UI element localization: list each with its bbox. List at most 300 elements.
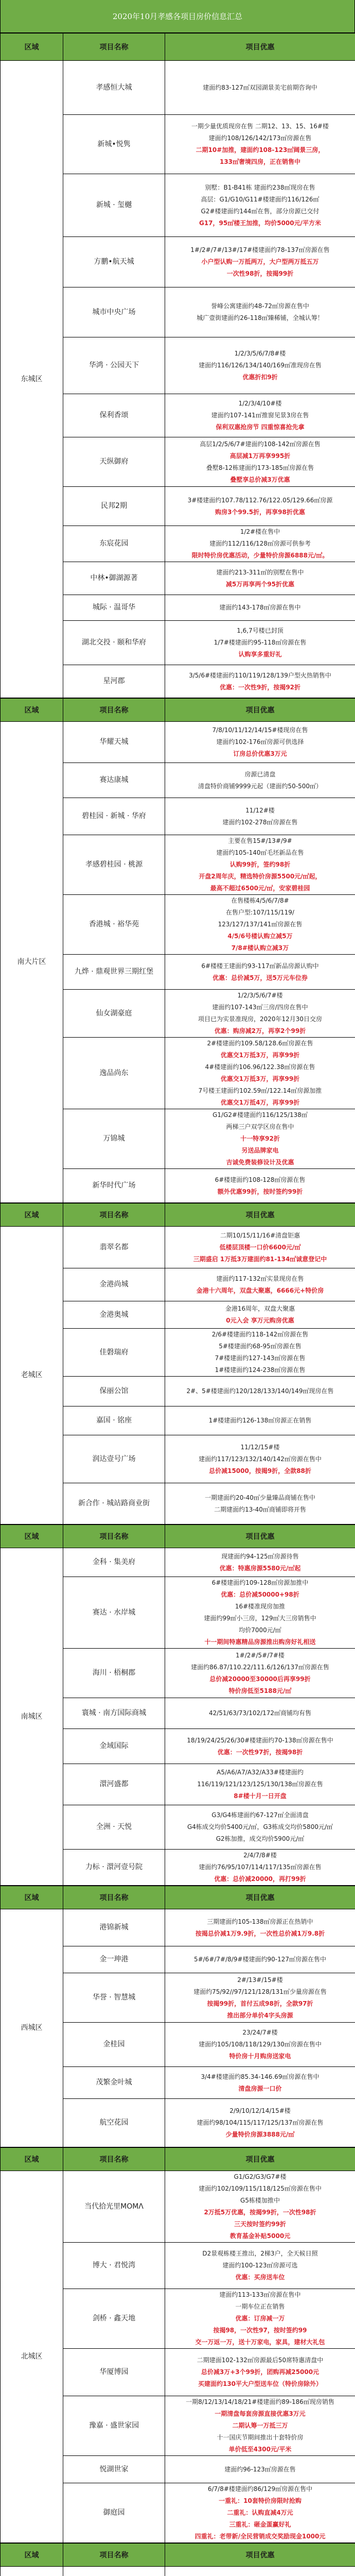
offer-highlight-line: 购房3个99.5折，再享98折优惠 xyxy=(167,506,353,518)
project-offer-cell xyxy=(165,526,355,562)
offer-line: 1#楼建面约124-238㎡房源在售 xyxy=(167,1364,353,1376)
project-offer-cell xyxy=(165,990,355,1038)
offer-line: 6#楼建面约109-128㎡房源加推中 xyxy=(167,1577,353,1589)
region-table xyxy=(0,1886,355,2147)
project-name-cell: 新城 · 玺樾 xyxy=(63,174,165,237)
offer-line: 两梯三户双学区房在售中 xyxy=(167,1121,353,1133)
table-row xyxy=(1,722,355,763)
region-cell xyxy=(1,2567,63,2576)
project-name-cell: 赛达康城 xyxy=(63,763,165,798)
offer-highlight-line: 优惠交1万抵4万，再享99折 xyxy=(167,1097,353,1109)
region-cell: 东城区 xyxy=(1,61,63,698)
offer-highlight-line: 一次性98折，按揭99折 xyxy=(167,268,353,280)
offer-line: G4栋成交均价5400元/㎡，G3栋成交均价5800元/㎡ xyxy=(167,1821,353,1833)
project-name-cell: 孝感碧桂园 · 桃源 xyxy=(63,835,165,895)
project-offer-cell xyxy=(165,2289,355,2349)
project-name-cell: 全洲 · 天悦 xyxy=(63,1805,165,1850)
offer-line: 项目已为实景准现房，2020年12月30日交房 xyxy=(167,1013,353,1025)
offer-line: 建面约102-176㎡房源可供选择 xyxy=(167,736,353,748)
offer-line: 高层：G1/G10/G11#楼建面约116/126㎡ xyxy=(167,194,353,206)
offer-line: 7/8/10/11/12/14/15#楼现房在售 xyxy=(167,724,353,736)
offer-line: 在售楼栋4/5/6/7/8# xyxy=(167,895,353,907)
header-project-name: 项目名称 xyxy=(63,1204,165,1227)
project-name-cell: 翡翠名都 xyxy=(63,1227,165,1268)
offer-line: 现建面约94-125㎡房源待售 xyxy=(167,1551,353,1563)
project-offer-cell xyxy=(165,2456,355,2483)
offer-highlight-line: 少量特价房源3888元/㎡ xyxy=(167,2129,353,2141)
header-project-name: 项目名称 xyxy=(63,2148,165,2171)
project-name-cell: 逸品尚东 xyxy=(63,1038,165,1109)
offer-highlight-line: 总价减15000，按揭9折，全款88折 xyxy=(167,1465,353,1477)
project-name-cell xyxy=(63,2567,165,2576)
offer-highlight-line: 优惠：购房减2万，再享2个99折 xyxy=(167,1025,353,1037)
column-header-row xyxy=(1,1525,355,1548)
column-header-row xyxy=(1,2544,355,2567)
project-offer-cell xyxy=(165,798,355,835)
project-name-cell: 博大 · 君悦湾 xyxy=(63,2243,165,2289)
offer-line: 清盘特价商铺9999元起（建面约50-500㎡） xyxy=(167,781,353,792)
project-offer-cell xyxy=(165,487,355,526)
offer-line: G3/G4栋建面约67-127㎡全面清盘 xyxy=(167,1809,353,1821)
offer-highlight-line: 限时特价房优惠活动，少量特价房源6888元/㎡。 xyxy=(167,550,353,562)
project-offer-cell xyxy=(165,1435,355,1483)
project-offer-cell xyxy=(165,1577,355,1649)
offer-line: 2/4/7/8#楼 xyxy=(167,1850,353,1861)
project-offer-cell xyxy=(165,2067,355,2099)
offer-line: 高层1/2/5/6/7#建面约108-142㎡房源在售 xyxy=(167,438,353,450)
project-offer-cell xyxy=(165,237,355,287)
project-offer-cell xyxy=(165,174,355,237)
header-region: 区域 xyxy=(1,1525,63,1548)
offer-line: 1/2/3/4/10#楼 xyxy=(167,398,353,410)
project-offer-cell xyxy=(165,1483,355,1524)
project-name-cell: 香港城 · 裕华苑 xyxy=(63,895,165,955)
project-name-cell: 城际 · 温哥华 xyxy=(63,595,165,621)
offer-highlight-line: 8#楼十月一日开盘 xyxy=(167,1790,353,1802)
offer-line: 建面约83-127㎡双园湖景美宅前期咨询中 xyxy=(167,82,353,94)
region-tables xyxy=(1,33,355,2576)
header-project-name: 项目名称 xyxy=(63,699,165,722)
offer-line: 一期车位正在销售 xyxy=(167,2301,353,2313)
header-region: 区域 xyxy=(1,33,63,61)
offer-line: 誉峰公寓建面约48-72㎡房源在售中 xyxy=(167,300,353,312)
project-name-cell: 力标 · 澴河壹号院 xyxy=(63,1850,165,1886)
column-header-row xyxy=(1,699,355,722)
table-row xyxy=(1,61,355,115)
offer-highlight-line: 十一特享92折 xyxy=(167,1133,353,1145)
offer-highlight-line: 单价低至4300元/平米 xyxy=(167,2444,353,2455)
offer-line: 一期建面约20-40㎡少量臻品商铺在售中 xyxy=(167,1492,353,1504)
offer-highlight-line: 清盘房源一口价 xyxy=(167,2083,353,2095)
header-offer: 项目优惠 xyxy=(165,1204,355,1227)
project-name-cell: 寰城 · 南方国际商城 xyxy=(63,1698,165,1729)
offer-line: 二期建面102-132㎡房源最后50席特惠清盘中 xyxy=(167,2354,353,2366)
project-offer-cell xyxy=(165,115,355,174)
offer-highlight-line: 保利双惠抢房节 四重惊喜抢先拿 xyxy=(167,421,353,433)
project-name-cell: 当代拾光里MOMΛ xyxy=(63,2171,165,2243)
offer-highlight-line: 推出部分单价4字头房源 xyxy=(167,2010,353,2022)
offer-highlight-line: 2万抵5万优惠，按揭99折，一次性98折 xyxy=(167,2207,353,2218)
table-row xyxy=(1,1909,355,1946)
table-row xyxy=(1,2171,355,2243)
project-offer-cell xyxy=(165,1764,355,1805)
project-name-cell: 金域国际 xyxy=(63,1729,165,1764)
project-offer-cell xyxy=(165,1973,355,2023)
project-offer-cell xyxy=(165,394,355,437)
offer-highlight-line: 十一期间特惠精品房源推出购房好礼相送 xyxy=(167,1636,353,1648)
sheet-title: 2020年10月孝感各项目房价信息汇总 xyxy=(1,0,355,33)
offer-line: 建面约117/123/132/140/142㎡房源在售中 xyxy=(167,1453,353,1465)
offer-line: 6#楼建面约108-128㎡房源在售 xyxy=(167,1174,353,1186)
offer-line: 主要在售15#/13#/9# xyxy=(167,835,353,847)
offer-line: 建面约98/104/115/117/125/137㎡房源在售 xyxy=(167,2117,353,2129)
project-offer-cell xyxy=(165,1850,355,1886)
offer-line: 18/19/24/25/26/30#楼建面约70-138㎡房源在售中 xyxy=(167,1735,353,1747)
offer-line: 16#楼准现房加推 xyxy=(167,1601,353,1613)
offer-highlight-line: 吉诚免费装修设计及优惠 xyxy=(167,1157,353,1168)
offer-line: 2#/13#/15#楼 xyxy=(167,1974,353,1986)
offer-line: G2#楼建面约144㎡在售，部分房源已交付 xyxy=(167,206,353,217)
offer-line: 11/12#楼 xyxy=(167,805,353,817)
offer-line: 3/5/6#楼建面约110/119/128/139户型火热销售中 xyxy=(167,670,353,682)
header-project-name: 项目名称 xyxy=(63,1525,165,1548)
offer-highlight-line: 额外优惠99折，按时签约99折 xyxy=(167,1186,353,1198)
header-project-name: 项目名称 xyxy=(63,33,165,61)
project-name-cell: 新华时代广场 xyxy=(63,1169,165,1203)
offer-line: 1#/2#/5#/7#楼 xyxy=(167,1650,353,1662)
project-offer-cell xyxy=(165,2483,355,2543)
offer-line: 23/24/7#楼 xyxy=(167,2027,353,2039)
offer-line: 1/7#楼建面约95-118㎡房源在售 xyxy=(167,637,353,649)
project-name-cell: 方鹏•航天城 xyxy=(63,237,165,287)
region-table xyxy=(0,2147,355,2543)
project-name-cell: 新城•悦隽 xyxy=(63,115,165,174)
project-name-cell: 湖北交投 · 颐和华府 xyxy=(63,621,165,665)
offer-highlight-line: 按揭99折，首付五成98折，全款97折 xyxy=(167,1998,353,2010)
offer-highlight-line: 特价房低至5188元/㎡ xyxy=(167,1685,353,1697)
offer-line: 建面约113-133㎡房源在售中 xyxy=(167,2289,353,2301)
offer-highlight-line: 交一万返一万，送十万家电，家具，建材大礼包 xyxy=(167,2336,353,2348)
offer-line: 1#楼建面约126-138㎡房源正在销售 xyxy=(167,1415,353,1427)
offer-line: 二期建面约13-40㎡商铺即将开售 xyxy=(167,1504,353,1516)
offer-highlight-line: 减5万再享两个95折优惠 xyxy=(167,579,353,590)
offer-line: 5#楼建面约68-95㎡房源在售 xyxy=(167,1341,353,1352)
offer-highlight-line: 优惠：一次性97折，按揭98折 xyxy=(167,1747,353,1758)
offer-highlight-line: 金港十六周年，双盘大聚惠，6666元+特价房 xyxy=(167,1285,353,1297)
offer-line: 7#楼建面约127-143㎡房源在售 xyxy=(167,1352,353,1364)
offer-highlight-line: 三重礼：砸金蛋赢好礼 xyxy=(167,2519,353,2531)
offer-line: D2景观栋楼王推出，2梯3户，全天候日照 xyxy=(167,2248,353,2260)
offer-line: 6/7/8#楼建面约86/129㎡房源在售中 xyxy=(167,2483,353,2495)
project-offer-cell xyxy=(165,1301,355,1329)
region-cell: 南城区 xyxy=(1,1548,63,1886)
project-offer-cell xyxy=(165,1698,355,1729)
project-name-cell: 华厦博园 xyxy=(63,2349,165,2396)
offer-line: 叠墅8-12栋建面约173-185㎡房源在售 xyxy=(167,462,353,474)
region-table xyxy=(0,2543,355,2576)
offer-line: 建面约86.87/110.22/111.6/126/137㎡房源在售 xyxy=(167,1662,353,1673)
project-name-cell: 天纵御府 xyxy=(63,437,165,487)
offer-line: 建面约112/116/128㎡房源可供参考 xyxy=(167,538,353,550)
offer-line: 二期10/15/11/16#清盘钜惠 xyxy=(167,1230,353,1242)
offer-highlight-line: 三期盛启 1万抵3万建面约81-134㎡诚意登记中 xyxy=(167,1253,353,1265)
offer-highlight-line: 一重礼：10套特价房限时抢购 xyxy=(167,2495,353,2507)
project-name-cell: 碧桂园 · 新城 · 华府 xyxy=(63,798,165,835)
project-name-cell: 新合作 · 城站路商业街 xyxy=(63,1483,165,1524)
offer-highlight-line: 7/8#楼认购立减3万 xyxy=(167,942,353,954)
project-name-cell: 港锦新城 xyxy=(63,1909,165,1946)
offer-line: 建面约105/108/118/129/130㎡房源在售中 xyxy=(167,2039,353,2050)
project-name-cell: 茂繁金叶城 xyxy=(63,2067,165,2099)
project-offer-cell xyxy=(165,665,355,698)
project-offer-cell xyxy=(165,763,355,798)
offer-line: 3#楼建面约107.78/112.76/122.05/129.66㎡房源 xyxy=(167,495,353,506)
offer-line: 建面约102-278㎡房源在售 xyxy=(167,817,353,828)
region-cell: 北城区 xyxy=(1,2171,63,2543)
header-offer: 项目优惠 xyxy=(165,1886,355,1909)
offer-highlight-line: 认购99折，签约98折 xyxy=(167,859,353,871)
region-table xyxy=(0,698,355,1203)
offer-line: 4#楼建面约106.96/122.38㎡房源在售 xyxy=(167,1061,353,1073)
project-name-cell: 保丽公馆 xyxy=(63,1377,165,1406)
project-offer-cell xyxy=(165,1729,355,1764)
offer-line: 1/2/3/5/6/7#楼 xyxy=(167,990,353,1002)
offer-line: 123/127/137/141㎡房源在售 xyxy=(167,919,353,930)
offer-line: 6#楼楼王建面约93-117㎡新品房源认购中 xyxy=(167,960,353,972)
project-name-cell: 万锦城 xyxy=(63,1109,165,1169)
offer-highlight-line: 买建面约130平大户型送车位（特价房除外） xyxy=(167,2378,353,2390)
header-region: 区域 xyxy=(1,699,63,722)
project-name-cell: 城市中央广场 xyxy=(63,287,165,337)
project-offer-cell xyxy=(165,621,355,665)
offer-highlight-line: 一期清盘每套房源直接优惠3万元 xyxy=(167,2408,353,2420)
project-offer-cell xyxy=(165,1548,355,1577)
offer-highlight-line: 优惠：总价减20000，再打99折 xyxy=(167,1873,353,1885)
offer-line: 建面约107-141㎡推窗见景3房在售 xyxy=(167,410,353,421)
offer-line: 城广壹街建面约26-118㎡臻稀铺，全城认筹！ xyxy=(167,312,353,324)
offer-highlight-line: 四重礼：老带新/全民营销成交奖励现金1000元 xyxy=(167,2531,353,2543)
project-name-cell: 华耀天城 xyxy=(63,722,165,763)
offer-line: 建面约76/95/107/114/117/135㎡房源在售 xyxy=(167,1861,353,1873)
offer-highlight-line: 三天按时签约99折 xyxy=(167,2218,353,2230)
project-name-cell: 赛达 · 水岸城 xyxy=(63,1577,165,1649)
project-name-cell: 金一珅港 xyxy=(63,1946,165,1973)
project-offer-cell xyxy=(165,337,355,394)
project-offer-cell xyxy=(165,1406,355,1435)
offer-line: 建面约117-132㎡实景现房在售 xyxy=(167,1273,353,1285)
region-cell: 老城区 xyxy=(1,1227,63,1524)
column-header-row xyxy=(1,1204,355,1227)
project-offer-cell xyxy=(165,1038,355,1109)
project-name-cell: 豫嘉 · 盛世家园 xyxy=(63,2396,165,2456)
header-offer: 项目优惠 xyxy=(165,1525,355,1548)
offer-highlight-line: 按揭总价减1万9.9折，一次性总价减1万9.8折 xyxy=(167,1928,353,1940)
project-name-cell: 星河郡 xyxy=(63,665,165,698)
offer-line: 2#楼建面约109.58/128.6㎡房源在售 xyxy=(167,1038,353,1049)
project-offer-cell xyxy=(165,1909,355,1946)
offer-line: 2/9/10/12/14/15#楼 xyxy=(167,2105,353,2117)
offer-highlight-line: 优惠折扣9折 xyxy=(167,371,353,383)
offer-line: 1/2#楼在售中 xyxy=(167,526,353,538)
offer-highlight-line: 认购享多重好礼 xyxy=(167,649,353,660)
offer-highlight-line: 按揭98，一次性97，按时签约99 xyxy=(167,2325,353,2336)
project-name-cell: 民邦2期 xyxy=(63,487,165,526)
column-header-row xyxy=(1,2148,355,2171)
project-name-cell: 金桂园 xyxy=(63,2023,165,2067)
offer-highlight-line: 低楼层顶楼一口价6600元/㎡ xyxy=(167,1242,353,1253)
offer-line: G1/G2#楼建面约116/125/138㎡ xyxy=(167,1109,353,1121)
offer-line: 十一国庆节期间推出十套特价房 xyxy=(167,2432,353,2444)
project-offer-cell xyxy=(165,1329,355,1377)
offer-line: 建面约116/126/134/140/169㎡准现房在售 xyxy=(167,360,353,371)
region-cell: 南大片区 xyxy=(1,722,63,1203)
project-offer-cell xyxy=(165,2349,355,2396)
project-name-cell: 东宸花园 xyxy=(63,526,165,562)
offer-highlight-line: 开盘2周年庆，精选特价房源5500元/㎡起， xyxy=(167,871,353,883)
offer-line: 3/4#楼建面约85.34-146.69㎡房源在售中 xyxy=(167,2071,353,2083)
offer-highlight-line: 优惠：买房送车位 xyxy=(167,2272,353,2283)
offer-highlight-line: 优惠：特惠房源5580元/㎡起 xyxy=(167,1563,353,1574)
project-name-cell: 中林•御湖源著 xyxy=(63,562,165,595)
project-name-cell: 海川 · 梧桐郡 xyxy=(63,1649,165,1698)
offer-highlight-line: 总价减3万+3个99折，团购再减25000元 xyxy=(167,2366,353,2378)
table-row xyxy=(1,1227,355,1268)
project-name-cell: 华鸿 · 公园天下 xyxy=(63,337,165,394)
offer-line: 建面约100-123㎡房源可选 xyxy=(167,2260,353,2272)
offer-line: 7号楼王建面约102.59㎡/122.14㎡房源加推 xyxy=(167,1085,353,1097)
project-offer-cell xyxy=(165,1946,355,1973)
project-offer-cell xyxy=(165,2567,355,2576)
project-offer-cell xyxy=(165,1649,355,1698)
header-region: 区域 xyxy=(1,2544,63,2567)
offer-highlight-line: 二重礼：认购直减4万元 xyxy=(167,2507,353,2519)
offer-highlight-line: 教育基金补贴5000元 xyxy=(167,2230,353,2242)
project-offer-cell xyxy=(165,1109,355,1169)
region-table xyxy=(0,33,355,698)
project-offer-cell xyxy=(165,2099,355,2147)
column-header-row xyxy=(1,1886,355,1909)
project-offer-cell xyxy=(165,2171,355,2243)
column-header-row xyxy=(1,33,355,61)
offer-line: G1/G2/G3/G7#楼 xyxy=(167,2171,353,2183)
project-offer-cell xyxy=(165,287,355,337)
offer-highlight-line: 特价房十月购房送家电 xyxy=(167,2050,353,2062)
project-name-cell: 佳磐瑞府 xyxy=(63,1329,165,1377)
project-name-cell: 保利香颂 xyxy=(63,394,165,437)
project-offer-cell xyxy=(165,562,355,595)
project-name-cell: 剑桥 · 鑫天地 xyxy=(63,2289,165,2349)
offer-highlight-line: 总价减20000至30000后再享99折 xyxy=(167,1673,353,1685)
offer-line: G2栋加推，成交均价5900元/㎡ xyxy=(167,1833,353,1845)
offer-highlight-line: 小户型认购一万抵两万，大户型两万抵五万 xyxy=(167,256,353,268)
header-project-name: 项目名称 xyxy=(63,2544,165,2567)
project-name-cell: 润达壹号广场 xyxy=(63,1435,165,1483)
offer-line: 建面约96-123㎡房源在售 xyxy=(167,2464,353,2476)
header-region: 区域 xyxy=(1,1886,63,1909)
offer-line: 116/119/121/123/125/130/138㎡房源在售 xyxy=(167,1778,353,1790)
project-offer-cell xyxy=(165,2396,355,2456)
project-name-cell: 悦湖世家 xyxy=(63,2456,165,2483)
project-offer-cell xyxy=(165,955,355,990)
project-name-cell: 金科 · 集美府 xyxy=(63,1548,165,1577)
offer-highlight-line: 4/5/6号楼认购立减5万 xyxy=(167,930,353,942)
project-offer-cell xyxy=(165,2243,355,2289)
offer-line: 建面约75/92//97/121/128/131㎡少量房源在售 xyxy=(167,1986,353,1998)
offer-highlight-line: 高层减1万再享995折 xyxy=(167,450,353,462)
project-offer-cell xyxy=(165,1805,355,1850)
project-offer-cell xyxy=(165,1227,355,1268)
offer-line: 房源已清盘 xyxy=(167,769,353,781)
region-cell: 西城区 xyxy=(1,1909,63,2147)
offer-highlight-line: 最高不超过6500元/㎡，安家碧桂园 xyxy=(167,883,353,894)
project-offer-cell xyxy=(165,2023,355,2067)
offer-highlight-line: 二期认筹一万抵三万 xyxy=(167,2420,353,2432)
offer-line: 建面约99㎡小三房，129㎡大三房销售中 xyxy=(167,1613,353,1624)
project-name-cell: 金港奥城 xyxy=(63,1301,165,1329)
offer-line: 均价7000元/㎡ xyxy=(167,1624,353,1636)
offer-highlight-line: 优惠：订房减一万 xyxy=(167,2313,353,2325)
project-name-cell: 华誉 · 智慧城 xyxy=(63,1973,165,2023)
offer-line: 1#/2#/7#/13#/17#楼建面约78-137㎡房源在售 xyxy=(167,244,353,256)
offer-highlight-line: 优惠交1万抵3万，再享99折 xyxy=(167,1049,353,1061)
header-project-name: 项目名称 xyxy=(63,1886,165,1909)
offer-line: 42/51/63/73/102/172㎡商铺均有售 xyxy=(167,1707,353,1719)
project-name-cell: 澴河盛都 xyxy=(63,1764,165,1805)
offer-highlight-line: 叠墅享总价减3万优惠 xyxy=(167,474,353,486)
project-name-cell: 金港尚城 xyxy=(63,1268,165,1301)
project-offer-cell xyxy=(165,437,355,487)
offer-line: 5#/6#/7#/8/9#楼建面约90-127㎡房源在售中 xyxy=(167,1954,353,1965)
project-offer-cell xyxy=(165,61,355,115)
offer-highlight-line: G17，95㎡楼王加推，均价5000元/平方米 xyxy=(167,217,353,229)
project-offer-cell xyxy=(165,1268,355,1301)
offer-line: 11/12/15#楼 xyxy=(167,1442,353,1453)
project-offer-cell xyxy=(165,1377,355,1406)
offer-highlight-line: 优惠：总价减5万，送5万元车位券 xyxy=(167,972,353,984)
project-name-cell: 九烨 · 鼎观世界三期红堡 xyxy=(63,955,165,990)
project-name-cell: 嘉国 · 铭座 xyxy=(63,1406,165,1435)
offer-line: 一期少量优质现房在售 二期12、13、15、16#楼 xyxy=(167,121,353,132)
offer-line: 建面约102/109/115/118/125㎡房源在售中 xyxy=(167,2183,353,2195)
offer-highlight-line: 优惠：一次性9折，按揭92折 xyxy=(167,682,353,693)
offer-line: 2/6#楼建面约118-142㎡房源在售 xyxy=(167,1329,353,1341)
project-name-cell: 御庭园 xyxy=(63,2483,165,2543)
project-offer-cell xyxy=(165,895,355,955)
project-offer-cell xyxy=(165,595,355,621)
region-table xyxy=(0,1203,355,1524)
offer-highlight-line: 优惠：总价减50000+98折 xyxy=(167,1589,353,1601)
header-offer: 项目优惠 xyxy=(165,699,355,722)
offer-line: 建面约143-178㎡房源在售中 xyxy=(167,602,353,614)
offer-highlight-line: 另送品牌家电 xyxy=(167,1145,353,1157)
project-offer-cell xyxy=(165,835,355,895)
header-region: 区域 xyxy=(1,2148,63,2171)
offer-line: 建面约105-140㎡毛坯新品在售 xyxy=(167,847,353,859)
offer-highlight-line: 优惠交1万抵3万，再享99折 xyxy=(167,1073,353,1085)
table-row xyxy=(1,1548,355,1577)
project-offer-cell xyxy=(165,722,355,763)
offer-line: 1/2/3/5/6/7/8#楼 xyxy=(167,348,353,360)
offer-line: 别墅：B1-B41栋 建面约238㎡现房在售 xyxy=(167,182,353,194)
region-table xyxy=(0,1524,355,1886)
offer-line: 1,6,7号楼已封顶 xyxy=(167,625,353,637)
offer-highlight-line: 133㎡奢境四房，正在销售中 xyxy=(167,156,353,168)
project-offer-cell xyxy=(165,1169,355,1203)
header-region: 区域 xyxy=(1,1204,63,1227)
offer-line: G5栋楼加推中 xyxy=(167,2195,353,2207)
offer-line: 三期建面约105-138㎡房源正在热销中 xyxy=(167,1916,353,1928)
table-row xyxy=(1,2567,355,2576)
